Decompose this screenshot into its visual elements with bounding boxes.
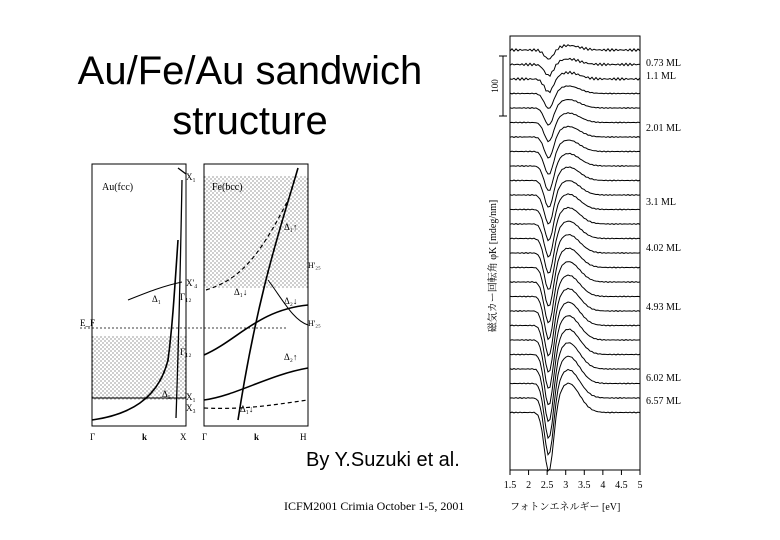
band-label: Δ₂↑ (284, 352, 298, 362)
k-tick: H (300, 432, 307, 442)
spectra-lines (510, 45, 640, 471)
thickness-label: 2.01 ML (646, 123, 681, 134)
thickness-label: 6.57 ML (646, 396, 681, 407)
thickness-label: 0.73 ML (646, 58, 681, 69)
symmetry-label: Γ₁₂ (180, 347, 192, 357)
x-tick-label: 4.5 (615, 480, 628, 491)
spectrum-curve (510, 45, 640, 59)
band-label: Δ₅ (162, 389, 171, 399)
symmetry-label: X₃ (186, 403, 196, 413)
x-tick-label: 3.5 (578, 480, 591, 491)
k-tick: k (254, 432, 260, 442)
thickness-label: 6.02 ML (646, 373, 681, 384)
fe-band-curve (204, 400, 308, 408)
band-label: Δ₁↑ (284, 222, 298, 232)
spectrum-curve (510, 71, 640, 92)
band-label: Δ₁ (152, 294, 161, 304)
spectrum-curve (510, 181, 640, 224)
spectrum-curve (510, 275, 640, 339)
au-dotted-region (92, 336, 186, 400)
kerr-x-label: フォトンエネルギー [eV] (510, 502, 621, 513)
band-structure-figure (80, 160, 321, 445)
k-tick: k (142, 432, 148, 442)
thickness-label: 4.02 ML (646, 243, 681, 254)
footer-text: ICFM2001 Crimia October 1-5, 2001 (284, 499, 465, 513)
kerr-spectra-figure (476, 36, 692, 522)
credit-text: By Y.Suzuki et al. (306, 449, 460, 471)
fermi-label: E_F (80, 318, 96, 328)
band-label: Δ₁↓ (234, 287, 248, 297)
spectrum-curve (510, 316, 640, 388)
spectrum-curve (510, 153, 640, 190)
x-tick-label: 3 (563, 480, 569, 491)
au-panel-label: Au(fcc) (102, 182, 134, 193)
fe-band-curve (204, 305, 308, 355)
symmetry-label: X₁ (186, 172, 196, 182)
spectrum-curve (510, 302, 640, 372)
x-tick-label: 4 (600, 480, 606, 491)
spectrum-curve (510, 356, 640, 438)
spectrum-curve (510, 100, 640, 126)
thickness-label: 1.1 ML (646, 71, 676, 82)
symmetry-label: H'₂₅ (308, 261, 321, 270)
thickness-label: 3.1 ML (646, 197, 676, 208)
spectrum-curve (510, 235, 640, 290)
spectrum-curve (510, 383, 640, 471)
symmetry-label: X'₄ (186, 278, 198, 288)
k-tick: X (180, 432, 187, 442)
thickness-label: 4.93 ML (646, 302, 681, 313)
x-tick-label: 2.5 (540, 480, 554, 491)
symmetry-label: Γ₁₂ (180, 292, 192, 302)
scale-bar-label: 100 (490, 79, 500, 93)
spectrum-curve (510, 86, 640, 108)
band-label: Δ₂↓ (284, 296, 298, 306)
spectrum-curve (510, 288, 640, 356)
symmetry-label: H'₂₅ (308, 319, 321, 328)
spectrum-curve (510, 207, 640, 257)
k-tick: Γ (202, 432, 208, 442)
slide-title: Au/Fe/Au sandwich structure (77, 49, 423, 143)
x-tick-label: 2 (526, 480, 532, 491)
symmetry-label: X₁ (186, 392, 196, 402)
spectrum-curve (510, 167, 640, 207)
kerr-x-ticks (504, 470, 643, 491)
kerr-y-label: 磁気カー回転角 φK [mdeg/nm] (488, 199, 499, 333)
fe-panel-label: Fe(bcc) (212, 182, 243, 193)
k-tick: Γ (90, 432, 96, 442)
x-tick-label: 5 (637, 480, 643, 491)
band-label: Δ₁↓ (240, 404, 254, 414)
spectrum-curve (510, 194, 640, 241)
fe-band-curve (204, 368, 308, 400)
x-tick-label: 1.5 (503, 480, 517, 491)
